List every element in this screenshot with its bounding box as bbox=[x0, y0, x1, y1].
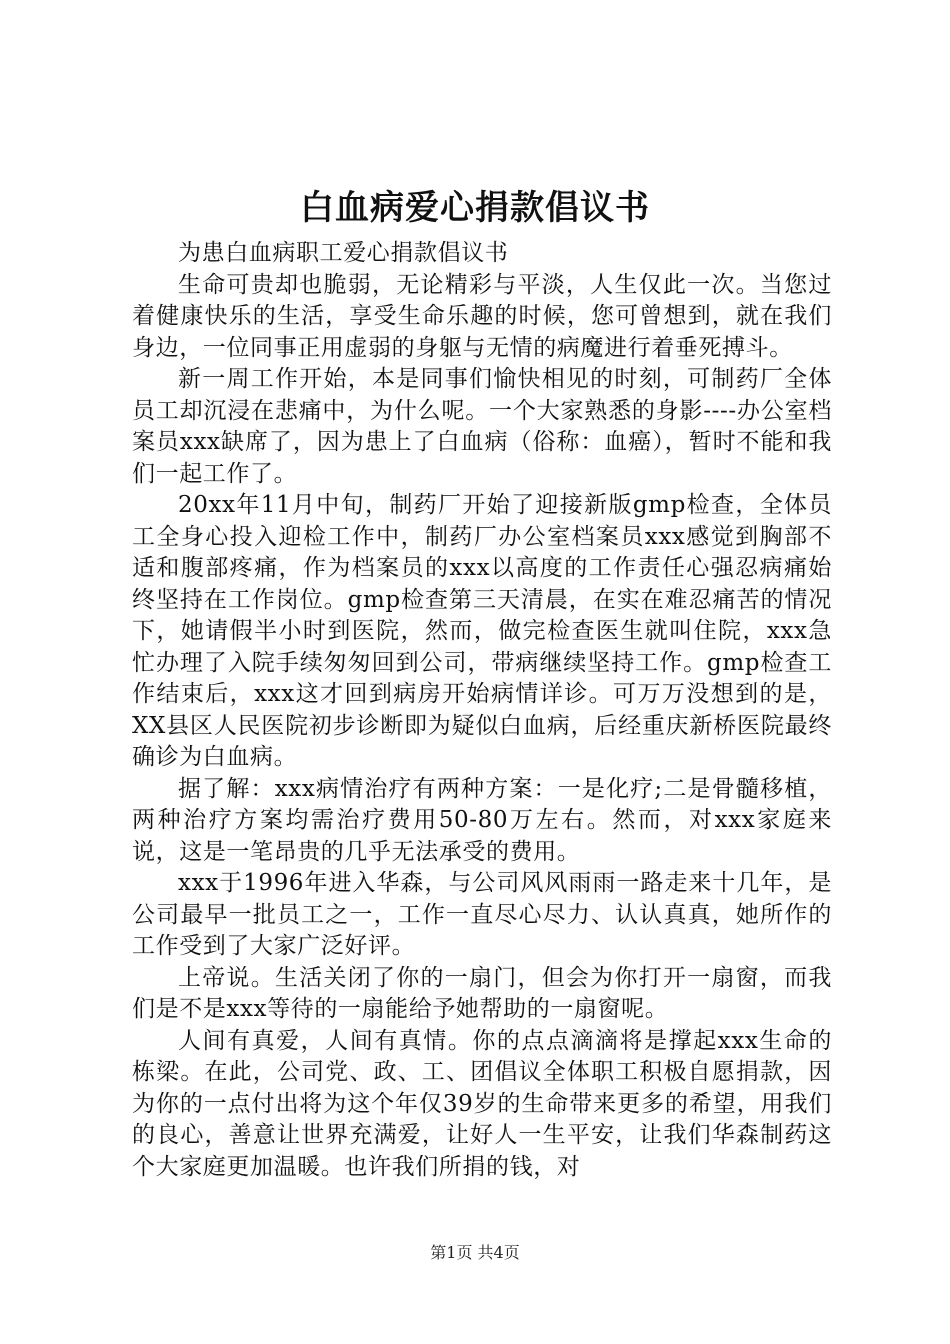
paragraph: 据了解：xxx病情治疗有两种方案：一是化疗;二是骨髓移植，两种治疗方案均需治疗费用50-80万左右。然而，对xxx家庭来说，这是一笔昂贵的几乎无法承受的费用。 bbox=[132, 775, 832, 865]
page-title: 白血病爱心捐款倡议书 bbox=[300, 188, 650, 228]
paragraph: 生命可贵却也脆弱，无论精彩与平淡，人生仅此一次。当您过着健康快乐的生活，享受生命乐趣的时候，您可曾想到，就在我们身边，一位同事正用虚弱的身躯与无情的病魔进行着垂死搏斗。 bbox=[132, 271, 832, 361]
paragraph: 人间有真爱，人间有真情。你的点点滴滴将是撑起xxx生命的栋梁。在此，公司党、政、工、团倡议全体职工积极自愿捐款，因为你的一点付出将为这个年仅39岁的生命带来更多的希望，用我们的良心，善意让世界充满爱，让好人一生平安，让我们华森制药这个大家庭更加温暖。也许我们所捐的钱，对 bbox=[132, 1027, 832, 1180]
paragraph: xxx于1996年进入华森，与公司风风雨雨一路走来十几年，是公司最早一批员工之一，工作一直尽心尽力、认认真真，她所作的工作受到了大家广泛好评。 bbox=[132, 870, 832, 959]
paragraph: 上帝说。生活关闭了你的一扇门，但会为你打开一扇窗，而我们是不是xxx等待的一扇能给予她帮助的一扇窗呢。 bbox=[132, 964, 832, 1022]
paragraph: 新一周工作开始，本是同事们愉快相见的时刻，可制药厂全体员工却沉浸在悲痛中，为什么呢。一个大家熟悉的身影----办公室档案员xxx缺席了，因为患上了白血病（俗称：血癌），暂时不能和我们一起工作了。 bbox=[132, 366, 832, 487]
paragraph-subtitle: 为患白血病职工爱心捐款倡议书 bbox=[178, 240, 509, 266]
paragraph: 20xx年11月中旬，制药厂开始了迎接新版gmp检查，全体员工全身心投入迎检工作中，制药厂办公室档案员xxx感觉到胸部不适和腹部疼痛，作为档案员的xxx以高度的工作责任心强忍病痛始终坚持在工作岗位。gmp检查第三天清晨，在实在难忍痛苦的情况下，她请假半小时到医院，然而，做完检查医生就叫住院，xxx急忙办理了入院手续匆匆回到公司，带病继续坚持工作。gmp检查工作结束后，xxx这才回到病房开始病情详诊。可万万没想到的是，XX县区人民医院初步诊断即为疑似白血病，后经重庆新桥医院最终确诊为白血病。 bbox=[132, 492, 832, 770]
document-body bbox=[132, 238, 832, 1183]
page-footer: 第1页 共4页 bbox=[430, 1243, 520, 1262]
